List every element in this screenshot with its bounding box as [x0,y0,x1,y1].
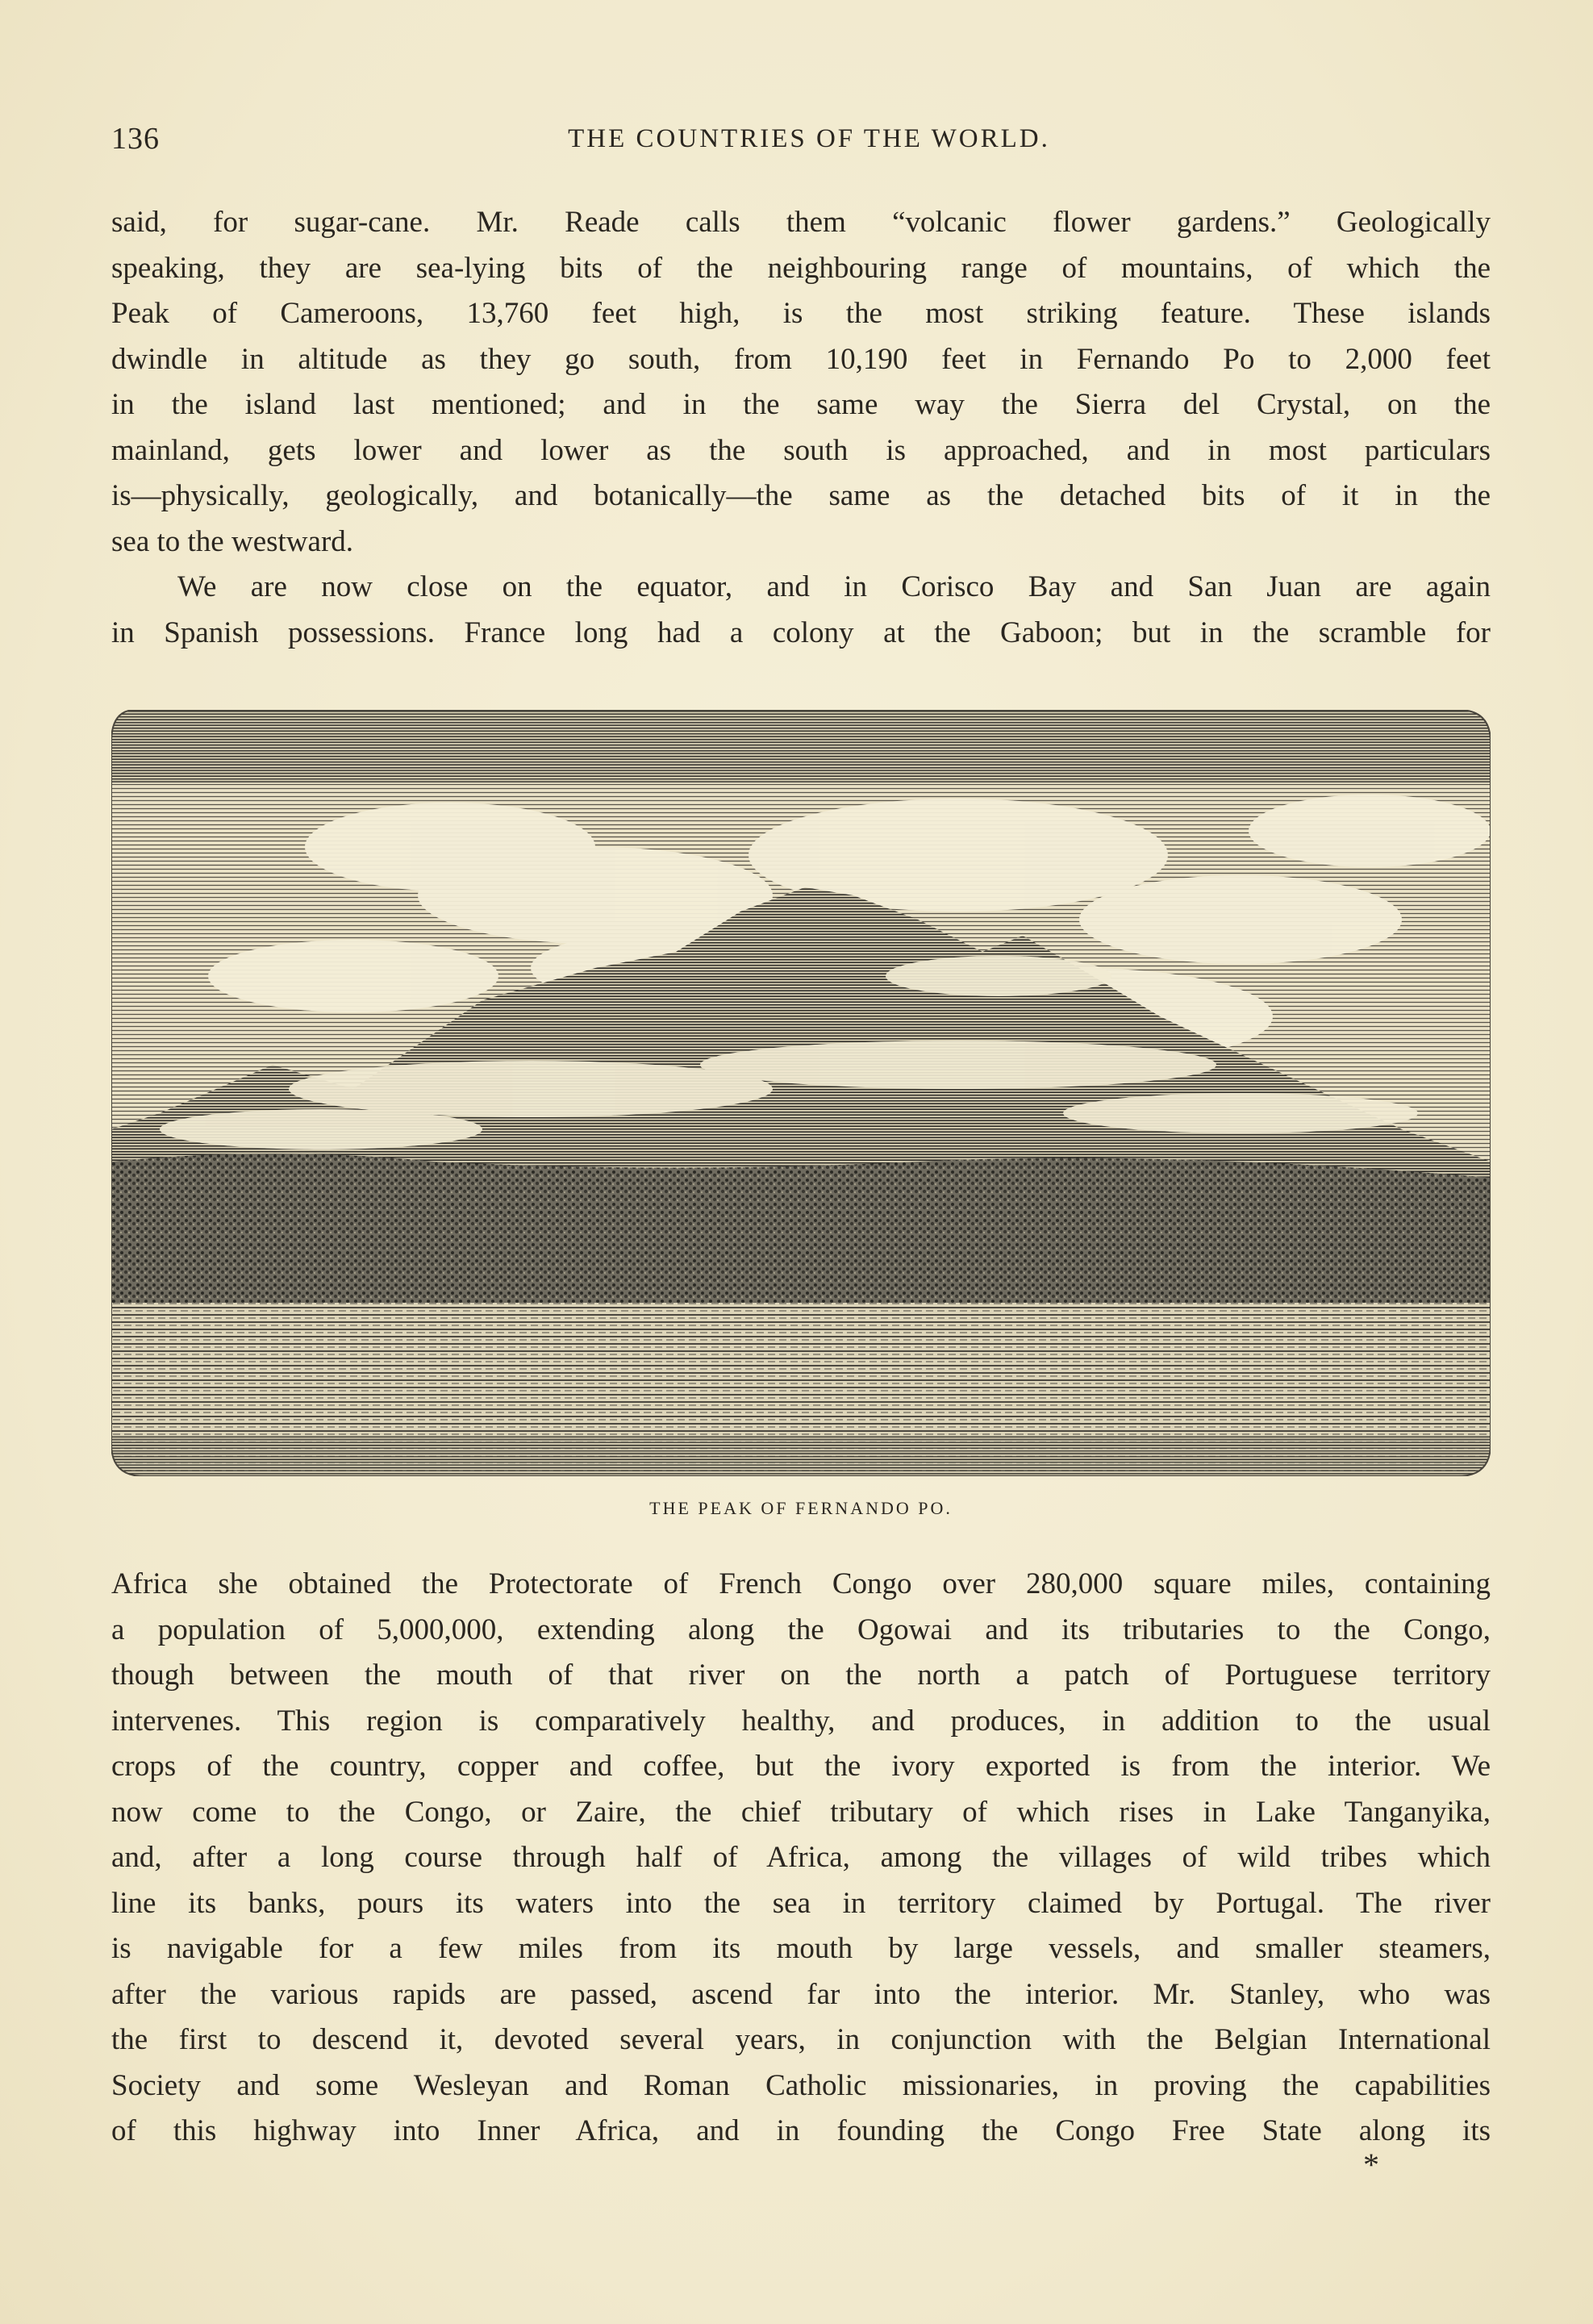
paragraph-2 [111,565,1491,656]
text-line: Peak of Cameroons, 13,760 feet high, is the most striking feature. These islands [111,297,1491,330]
text-line: now come to the Congo, or Zaire, the chief tributary of which rises in Lake Tanganyika, [111,1795,1491,1829]
text-line: line its banks, pours its waters into the sea in territory claimed by Portugal. The river [111,1886,1491,1920]
text-line: dwindle in altitude as they go south, from 10,190 feet in Fernando Po to 2,000 feet [111,342,1491,376]
text-line: crops of the country, copper and coffee, but the ivory exported is from the interior. We [111,1750,1491,1783]
text-line: in the island last mentioned; and in the same way the Sierra del Crystal, on the [111,388,1491,421]
engraving-illustration [111,710,1491,1476]
text-line: said, for sugar-cane. Mr. Reade calls them “volcanic flower gardens.” Geologically [111,206,1491,239]
body-text-top [111,200,1491,656]
text-line: We are now close on the equator, and in Corisco Bay and San Juan are again [177,570,1491,603]
text-line: though between the mouth of that river on the north a patch of Portuguese territory [111,1659,1491,1692]
body-text-bottom [111,1562,1491,2155]
text-line: and, after a long course through half of Africa, among the villages of wild tribes which [111,1841,1491,1874]
text-line: is—physically, geologically, and botanically—the same as the detached bits of it in the [111,479,1491,512]
text-line: speaking, they are sea-lying bits of the neighbouring range of mountains, of which the [111,251,1491,285]
page-number: 136 [111,122,160,156]
paragraph-3 [111,1562,1491,2155]
paragraph-1 [111,200,1491,565]
text-line: the first to descend it, devoted several years, in conjunction with the Belgian International [111,2023,1491,2056]
text-line: after the various rapids are passed, ascend far into the interior. Mr. Stanley, who was [111,1977,1491,2011]
text-line: in Spanish possessions. France long had a colony at the Gaboon; but in the scramble for [111,615,1491,649]
text-line: of this highway into Inner Africa, and in founding the Congo Free State along its [111,2114,1491,2147]
text-line: is navigable for a few miles from its mouth by large vessels, and smaller steamers, [111,1932,1491,1965]
text-line: a population of 5,000,000, extending along the Ogowai and its tributaries to the Congo, [111,1613,1491,1646]
signature-mark: * [1363,2147,1379,2183]
text-line: Society and some Wesleyan and Roman Catholic missionaries, in proving the capabilities [111,2068,1491,2102]
peak-engraving-image [111,710,1491,1476]
figure-caption: THE PEAK OF FERNANDO PO. [649,1498,953,1518]
text-line: mainland, gets lower and lower as the south is approached, and in most particulars [111,433,1491,467]
running-head: THE COUNTRIES OF THE WORLD. [568,124,1050,153]
text-line: Africa she obtained the Protectorate of French Congo over 280,000 square miles, containing [111,1567,1491,1600]
text-line: sea to the westward. [111,524,354,558]
page-header [111,121,1491,169]
text-line: intervenes. This region is comparatively healthy, and produces, in addition to the usual [111,1704,1491,1738]
